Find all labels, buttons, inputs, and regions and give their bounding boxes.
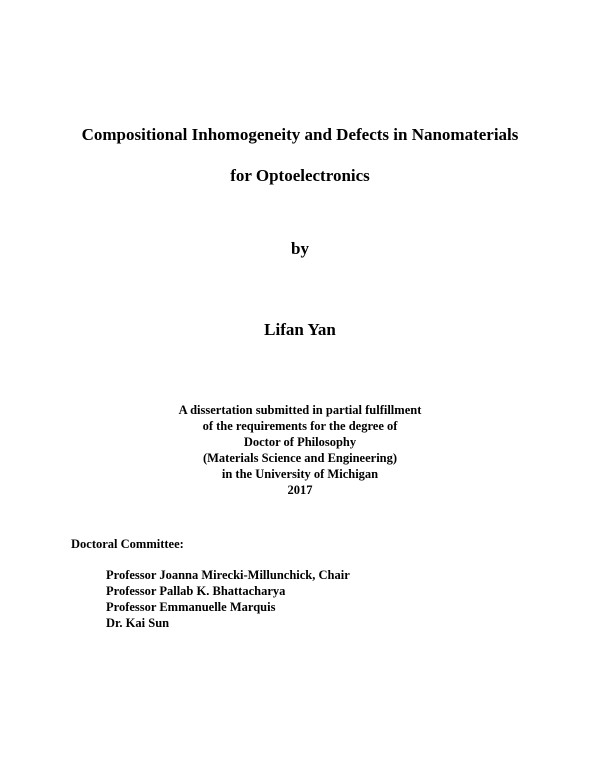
dissertation-title-line-2: for Optoelectronics <box>230 166 370 185</box>
committee-member-list <box>106 567 350 631</box>
committee-member: Professor Pallab K. Bhattacharya <box>106 584 286 598</box>
dissertation-title-line-1: Compositional Inhomogeneity and Defects in Nanomaterials <box>81 125 519 144</box>
degree-name: Doctor of Philosophy <box>243 435 357 449</box>
university-name: in the University of Michigan <box>221 467 379 481</box>
committee-member-chair: Professor Joanna Mirecki-Millunchick, Chair <box>106 568 350 582</box>
department-name: (Materials Science and Engineering) <box>202 451 398 465</box>
by-label: by <box>291 239 309 258</box>
submission-statement <box>0 402 600 498</box>
committee-member: Professor Emmanuelle Marquis <box>106 600 276 614</box>
submission-line-1: A dissertation submitted in partial fulfillment <box>178 403 422 417</box>
submission-year: 2017 <box>287 483 313 497</box>
committee-heading: Doctoral Committee: <box>71 537 184 551</box>
submission-line-2: of the requirements for the degree of <box>202 419 398 433</box>
committee-member: Dr. Kai Sun <box>106 616 170 630</box>
author-name: Lifan Yan <box>264 320 336 339</box>
